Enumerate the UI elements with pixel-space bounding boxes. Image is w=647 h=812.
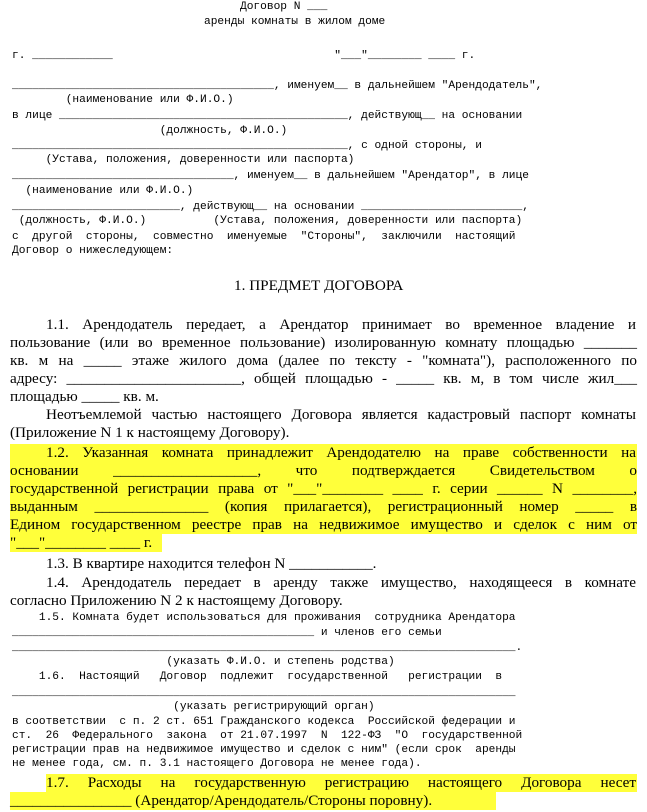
clause-1-3: 1.3. В квартире находится телефон N ___________. <box>46 555 377 572</box>
clause-1-2-line: основании ___________________, что подтверждается Свидетельством о <box>10 462 637 479</box>
preamble-line: в лице ___________________________________________, действующ__ на основании <box>12 110 523 122</box>
clause-1-1-line: (Приложение N 1 к настоящему Договору). <box>10 424 290 441</box>
preamble-line: _________________________, действующ__ на основании ________________________, <box>12 201 529 213</box>
clause-1-1-line: адресу: _______________________, общей площадью - _____ кв. м, в том числе жил___ <box>10 370 637 387</box>
preamble-caption: (должность, Ф.И.О.) <box>12 125 288 137</box>
clause-1-2-line: "___"________ ____ г. <box>10 534 153 551</box>
preamble-line: с другой стороны, совместно именуемые "Стороны", заключили настоящий <box>12 231 516 243</box>
clause-1-7-line: ________________ (Арендатор/Арендодатель/Стороны поровну). <box>10 792 433 809</box>
clause-1-5-line: 1.5. Комната будет использоваться для проживания сотрудника Арендатора <box>12 612 516 624</box>
clause-1-6-line: регистрации прав на недвижимое имущество и сделок с ним" (если срок аренды <box>12 744 516 756</box>
preamble-line: г. ____________ "___"________ ____ г. <box>12 50 476 62</box>
clause-1-2-line: Едином государственном реестре прав на недвижимое имущество и сделок с ним от <box>10 516 637 533</box>
clause-1-6-line: ___________________________________________________________________________ <box>12 687 516 699</box>
clause-1-1-line: площадью _____ кв. м. <box>10 388 159 405</box>
preamble-line: _______________________________________, именуем__ в дальнейшем "Арендодатель", <box>12 80 543 92</box>
clause-1-5-caption: (указать Ф.И.О. и степень родства) <box>12 656 395 668</box>
clause-1-4-line: 1.4. Арендодатель передает в аренду также имущество, находящееся в комнате <box>46 574 636 591</box>
contract-subtitle: аренды комнаты в жилом доме <box>204 16 386 28</box>
clause-1-1-line: пользование (или во временное пользование) изолированную комнату площадью _______ <box>10 334 637 351</box>
section-heading: 1. ПРЕДМЕТ ДОГОВОРА <box>234 277 404 294</box>
preamble-caption: (Устава, положения, доверенности или паспорта) <box>12 154 355 166</box>
clause-1-2-line: государственной регистрации права от "___"________ ____ г. серии ______ N ________, <box>10 480 637 497</box>
preamble-caption: (должность, Ф.И.О.) (Устава, положения, доверенности или паспорта) <box>12 215 523 227</box>
clause-1-2-line: выданным _______________ (копия прилагается), регистрационный номер _____ в <box>10 498 637 515</box>
preamble-caption: (наименование или Ф.И.О.) <box>12 94 234 106</box>
preamble-line: _________________________________, именуем__ в дальнейшем "Арендатор", в лице <box>12 170 529 182</box>
clause-1-2-line: 1.2. Указанная комната принадлежит Арендодателю на праве собственности на <box>46 444 636 461</box>
clause-1-6-line: в соответствии с п. 2 ст. 651 Гражданского кодекса Российской федерации и <box>12 716 516 728</box>
contract-title: Договор N ___ <box>240 1 328 13</box>
preamble-line: Договор о нижеследующем: <box>12 245 174 257</box>
clause-1-1-line: Неотъемлемой частью настоящего Договора является кадастровый паспорт комнаты <box>46 406 636 423</box>
clause-1-6-line: ст. 26 Федерального закона от 21.07.1997 N 122-ФЗ "О государственной <box>12 730 523 742</box>
clause-1-1-line: 1.1. Арендодатель передает, а Арендатор принимает во временное владение и <box>46 316 636 333</box>
clause-1-7-line: 1.7. Расходы на государственную регистрацию настоящего Договора несет <box>46 774 636 791</box>
clause-1-6-line: 1.6. Настоящий Договор подлежит государственной регистрации в <box>12 671 503 683</box>
clause-1-5-line: _____________________________________________ и членов его семьи <box>12 627 442 639</box>
clause-1-4-line: согласно Приложению N 2 к настоящему Договору. <box>10 592 343 609</box>
clause-1-5-line: ___________________________________________________________________________. <box>12 642 523 654</box>
clause-1-1-line: кв. м на _____ этаже жилого дома (далее по тексту - "комната"), расположенного по <box>10 352 637 369</box>
clause-1-6-caption: (указать регистрирующий орган) <box>12 701 375 713</box>
preamble-caption: (наименование или Ф.И.О.) <box>12 185 194 197</box>
preamble-line: __________________________________________________, с одной стороны, и <box>12 140 482 152</box>
clause-1-6-line: не менее года, см. п. 3.1 настоящего Договора не менее года). <box>12 758 422 770</box>
